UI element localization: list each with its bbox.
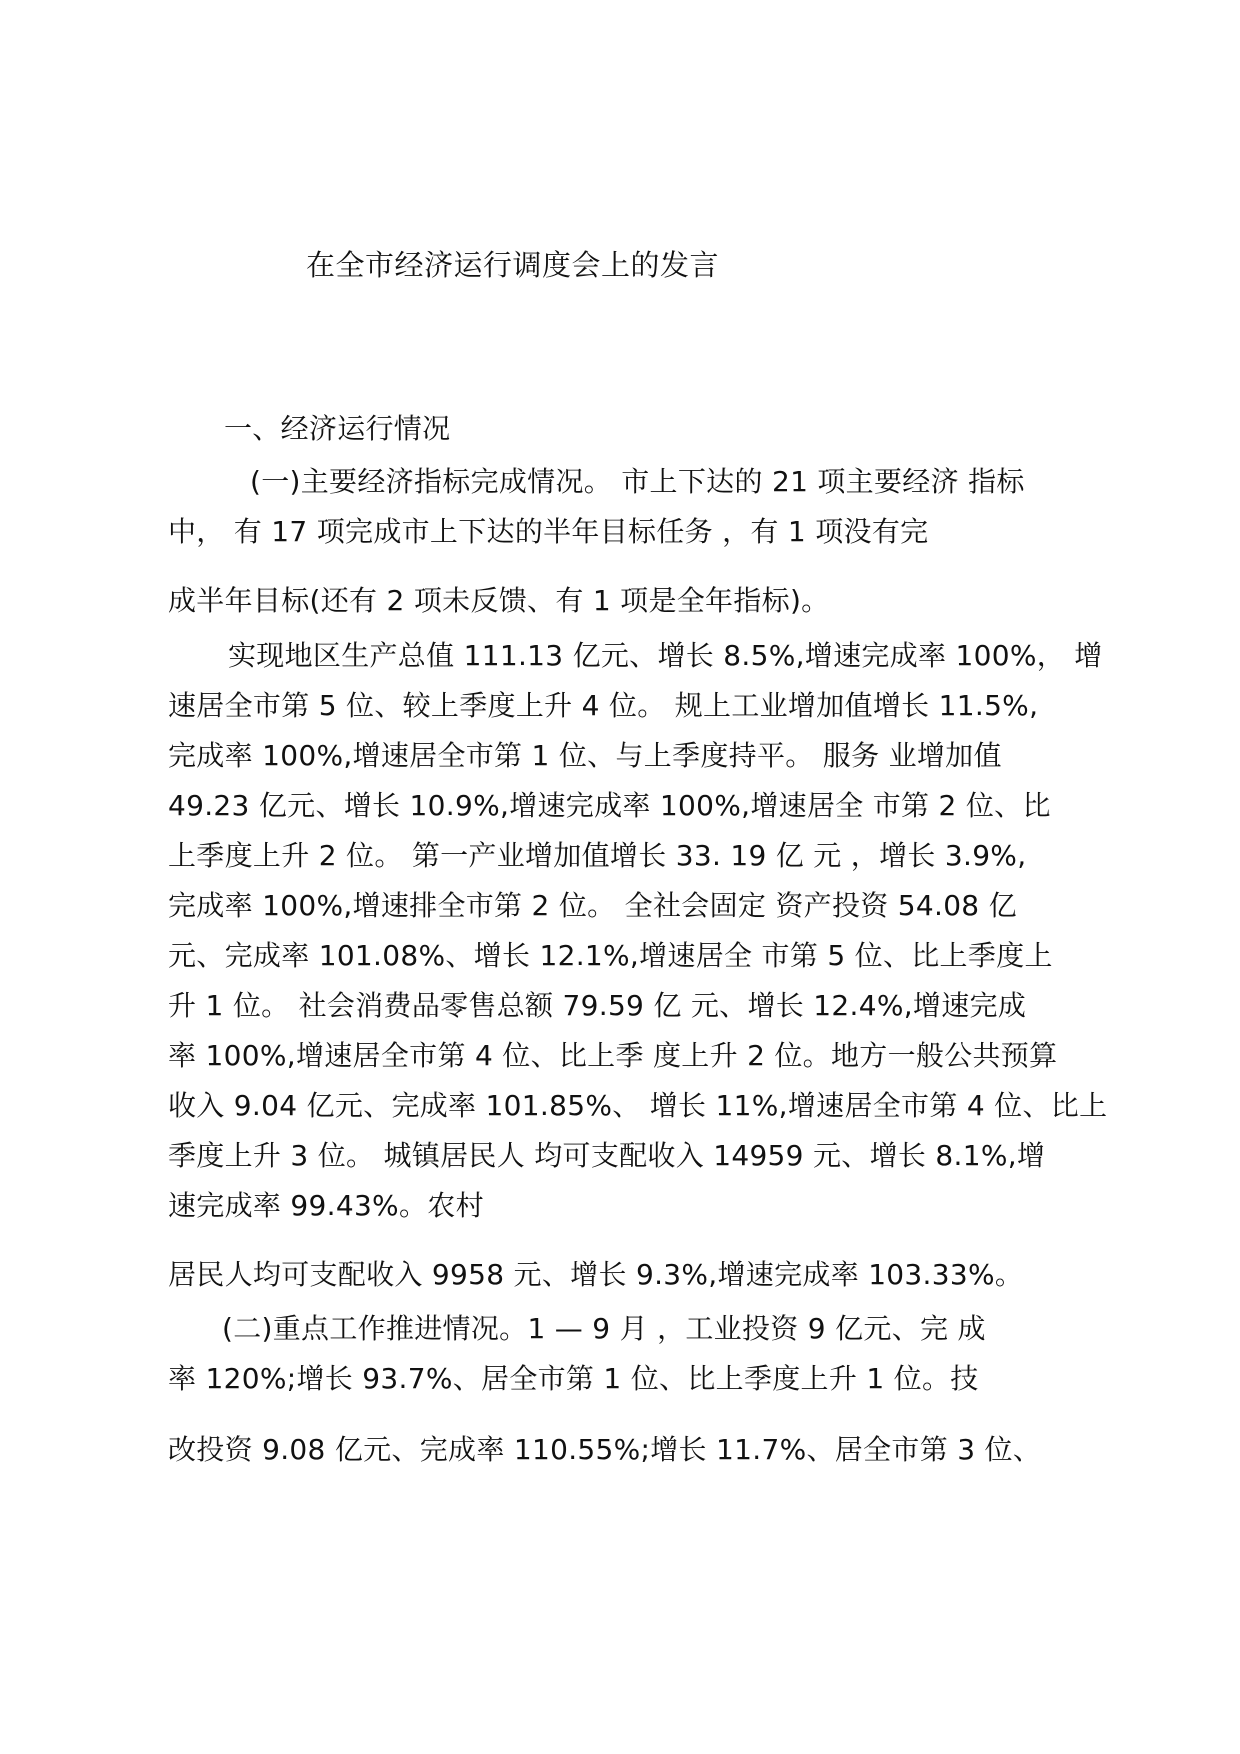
paragraph-line: 改投资 9.08 亿元、完成率 110.55%;增长 11.7%、居全市第 3 位、	[168, 1433, 1042, 1466]
paragraph-line: (一)主要经济指标完成情况。 市上下达的 21 项主要经济 指标	[250, 465, 1025, 498]
paragraph-line: 成半年目标(还有 2 项未反馈、有 1 项是全年指标)。	[168, 584, 830, 617]
section-heading-economic-operation: 一、经济运行情况	[224, 412, 451, 445]
paragraph-line: 完成率 100%,增速排全市第 2 位。 全社会固定 资产投资 54.08 亿	[168, 889, 1017, 922]
document-title: 在全市经济运行调度会上的发言	[306, 248, 720, 282]
paragraph-line: 实现地区生产总值 111.13 亿元、增长 8.5%,增速完成率 100%， 增	[228, 639, 1103, 672]
paragraph-line: 速居全市第 5 位、较上季度上升 4 位。 规上工业增加值增长 11.5%,	[168, 689, 1039, 722]
paragraph-line: 完成率 100%,增速居全市第 1 位、与上季度持平。 服务 业增加值	[168, 739, 1002, 772]
paragraph-line: 升 1 位。 社会消费品零售总额 79.59 亿 元、增长 12.4%,增速完成	[168, 989, 1027, 1022]
paragraph-line: 季度上升 3 位。 城镇居民人 均可支配收入 14959 元、增长 8.1%,增	[168, 1139, 1046, 1172]
paragraph-line: 居民人均可支配收入 9958 元、增长 9.3%,增速完成率 103.33%。	[168, 1258, 1024, 1291]
paragraph-line: 元、完成率 101.08%、增长 12.1%,增速居全 市第 5 位、比上季度上	[168, 939, 1053, 972]
paragraph-line: 上季度上升 2 位。 第一产业增加值增长 33. 19 亿 元 ，增长 3.9%,	[168, 839, 1027, 872]
paragraph-line: 中， 有 17 项完成市上下达的半年目标任务 ，有 1 项没有完	[168, 515, 929, 548]
paragraph-line: 率 100%,增速居全市第 4 位、比上季 度上升 2 位。地方一般公共预算	[168, 1039, 1058, 1072]
paragraph-line: 速完成率 99.43%。农村	[168, 1189, 484, 1222]
paragraph-line: (二)重点工作推进情况。1 — 9 月 ，工业投资 9 亿元、完 成	[222, 1312, 986, 1345]
paragraph-line: 49.23 亿元、增长 10.9%,增速完成率 100%,增速居全 市第 2 位、比	[168, 789, 1051, 822]
paragraph-line: 率 120%;增长 93.7%、居全市第 1 位、比上季度上升 1 位。技	[168, 1362, 979, 1395]
paragraph-line: 收入 9.04 亿元、完成率 101.85%、 增长 11%,增速居全市第 4 位、比上	[168, 1089, 1108, 1122]
